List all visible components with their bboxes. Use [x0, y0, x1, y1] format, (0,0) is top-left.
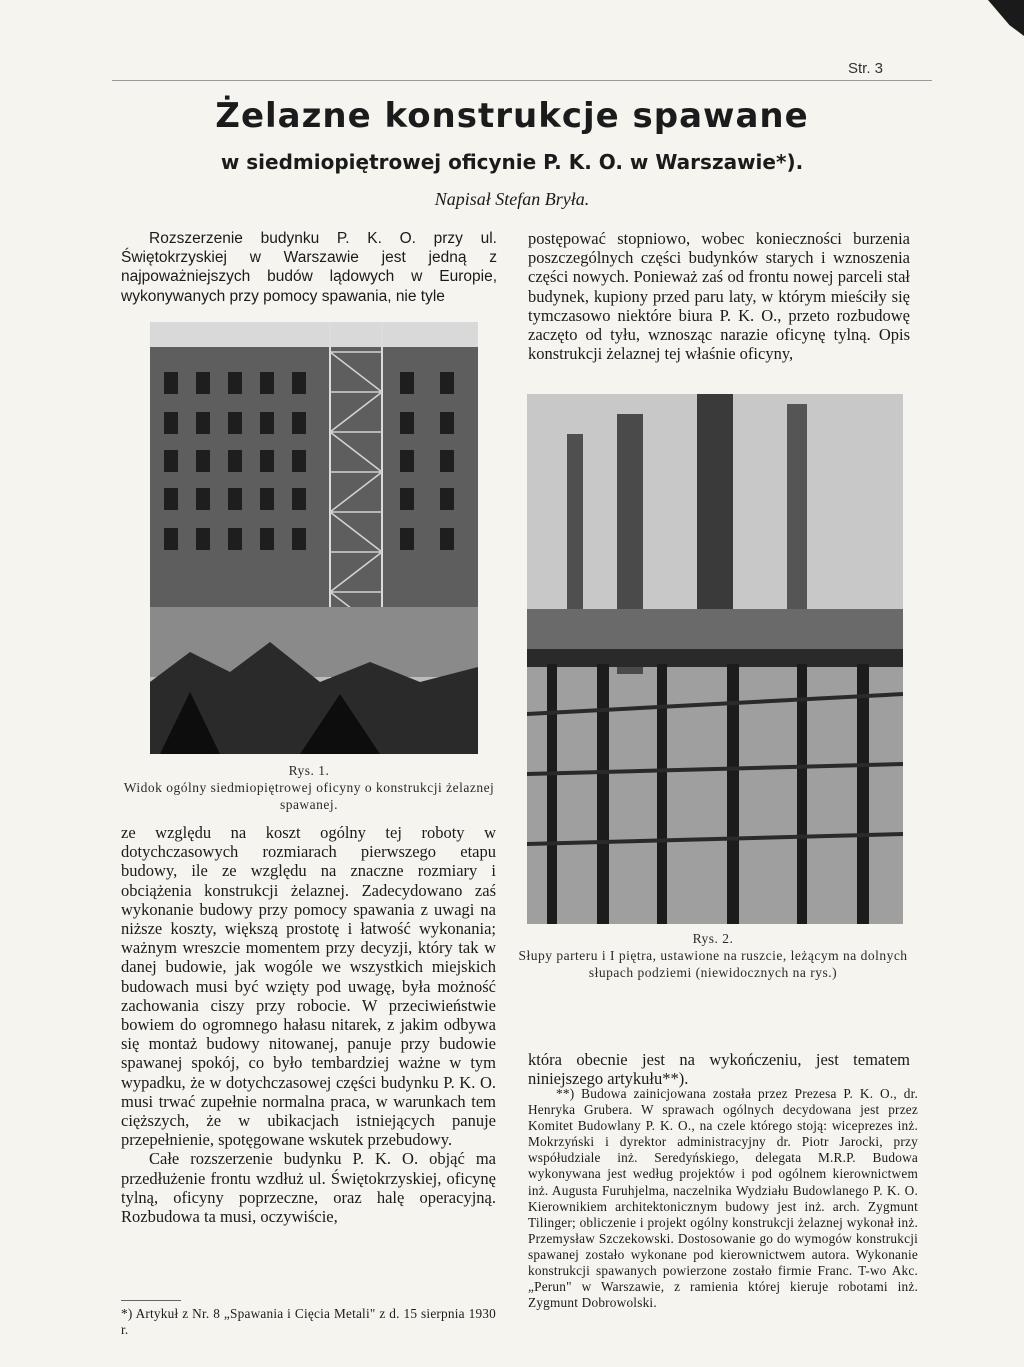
paragraph: ze względu na koszt ogólny tej roboty w dotychczasowych rozmiarach pierwszego etapu budowy, ile ze względu na znaczne rozmiary i obciążenia konstrukcji żelaznej. Zadecydowano zaś wykonanie budowy przy pomocy spawania z uwagi na niższe koszty, większą prostotę i łatwość wykonania; ważnym wreszcie momentem przy decyzji, który tak w danej budowie, jak wogóle we wszystkich miejskich budowach musi być wzięty pod uwagę, była możność zachowania ciszy przy robocie. W przeciwieństwie bowiem do ogromnego hałasu nitarek, z jakim odbywa się montaż budowy nitowanej, panuje przy budowie spawanej spokój, co było tembardziej ważne w tym wypadku, że w dotychczasowej części budynku P. K. O. musi trwać zupełnie normalna praca, w warunkach tem cięższych, że w ubikacjach istniejących panuje przepełnienie, spotęgowane wskutek przebudowy.	[121, 823, 496, 1150]
figure-2-caption: Słupy parteru i I piętra, ustawione na ruszcie, leżącym na dolnych słupach podziemi (niewidocznych na rys.)	[518, 948, 908, 980]
figure-2-photo	[527, 394, 903, 924]
footnote-1: *) Artykuł z Nr. 8 „Spawania i Cięcia Metali" z d. 15 sierpnia 1930 r.	[121, 1306, 496, 1338]
paragraph: Całe rozszerzenie budynku P. K. O. objąć ma przedłużenie frontu wzdłuż ul. Świętokrzyskiej, oficynę tylną, oficyny poprzeczne, oraz halę operacyjną. Rozbudowa ta musi, oczywiście,	[121, 1149, 496, 1227]
footnote-2: **) Budowa zainicjowana została przez Prezesa P. K. O., dr. Henryka Grubera. W sprawach ogólnych decydowana jest przez Komitet Budowlany P. K. O., na czele którego stoją: wiceprezes inż. Mokrzyński i dyrektor administracyjny dr. Piotr Jarocki, przy współudziale inż. Seredyńskiego, delegata M.R.P. Budowa wykonywana jest według projektów i pod ogólnem kierownictwem inż. Augusta Furuhjelma, naczelnika Wydziału Budowlanego P. K. O. Kierownikiem architektonicznym budowy jest inż. arch. Zygmunt Tilinger; obliczenie i projekt ogólny konstrukcji żelaznej wykonał inż. Przemysław Szczekowski. Dostosowanie go do wymogów konstrukcji spawanej zostało wykonane pod kierownictwem autora. Wykonanie konstrukcji spawanych powierzone zostało firmie Franc. T-wo Akc. „Perun" w Warszawie, z ramienia której kieruje robotami inż. Zygmunt Dobrowolski.	[528, 1086, 918, 1311]
article-author: Napisał Stefan Bryła.	[434, 189, 590, 209]
figure-1-caption-block	[112, 762, 506, 813]
figure-1-label: Rys. 1.	[288, 763, 330, 778]
text-column-left-bottom	[121, 823, 496, 1226]
figure-1-caption: Widok ogólny siedmiopiętrowej oficyny o konstrukcji żelaznej spawanej.	[123, 780, 495, 812]
corner-mark	[988, 0, 1024, 36]
text-column-left-top	[121, 229, 497, 306]
text-column-right-top	[528, 229, 910, 363]
figure-1-photo	[150, 322, 478, 754]
page-number: Str. 3	[848, 60, 884, 77]
columns-photo-graphic	[527, 394, 903, 924]
article-title: Żelazne konstrukcje spawane	[215, 96, 809, 136]
article-subtitle: w siedmiopiętrowej oficynie P. K. O. w Warszawie*).	[220, 150, 804, 174]
paragraph: która obecnie jest na wykończeniu, jest tematem niniejszego artykułu**).	[528, 1050, 910, 1089]
figure-2-label: Rys. 2.	[692, 931, 734, 946]
figure-2-caption-block	[508, 930, 918, 981]
footnote-2-block	[528, 1086, 918, 1311]
building-photo-graphic	[150, 322, 478, 754]
footnote-rule-left	[121, 1300, 181, 1301]
header-rule	[112, 80, 932, 81]
paragraph: Rozszerzenie budynku P. K. O. przy ul. Świętokrzyskiej w Warszawie jest jedną z najpoważniejszych budów lądowych w Europie, wykonywanych przy pomocy spawania, nie tyle	[121, 230, 497, 305]
paragraph: postępować stopniowo, wobec konieczności burzenia poszczególnych części budynków starych i wznoszenia części nowych. Ponieważ zaś od frontu nowej parceli stał budynek, kupiony przed paru laty, w którym mieściły się tymczasowo niektóre biura P. K. O., przeto rozbudowę zaczęto od tyłu, wznosząc narazie oficynę tylną. Opis konstrukcji żelaznej tej właśnie oficyny,	[528, 229, 910, 364]
text-column-right-bottom	[528, 1050, 910, 1088]
